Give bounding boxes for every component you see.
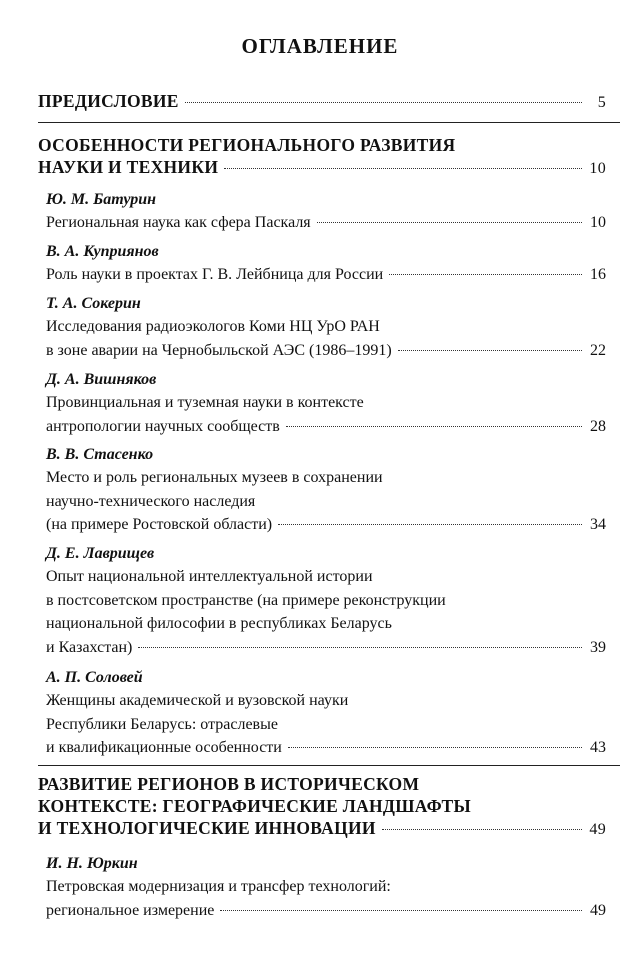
dot-leader — [317, 222, 582, 223]
entry-title-line: антропологии научных сообществ — [46, 417, 280, 435]
section-divider — [38, 122, 620, 123]
page-number: 39 — [590, 638, 606, 656]
page-number: 10 — [589, 160, 606, 177]
dot-leader — [220, 910, 582, 911]
entry-title-line: в постсоветском пространстве (на примере реконструкции — [46, 591, 446, 609]
entry-title-line: в зоне аварии на Чернобыльской АЭС (1986–1991) — [46, 341, 392, 359]
toc-entry[interactable] — [46, 368, 606, 438]
page-number: 5 — [597, 94, 606, 111]
toc-entry[interactable] — [46, 292, 606, 362]
dot-leader — [286, 426, 582, 427]
toc-entry[interactable] — [46, 240, 606, 287]
dot-leader — [389, 274, 582, 275]
toc-entry[interactable] — [46, 443, 606, 537]
toc-entry[interactable] — [46, 852, 606, 922]
entry-author: Ю. М. Батурин — [46, 191, 157, 208]
dot-leader — [398, 350, 582, 351]
entry-author: А. П. Соловей — [46, 669, 143, 686]
entry-author: В. В. Стасенко — [46, 446, 154, 463]
section-title-line: ОСОБЕННОСТИ РЕГИОНАЛЬНОГО РАЗВИТИЯ — [38, 135, 456, 155]
dot-leader — [138, 647, 582, 648]
dot-leader — [185, 102, 582, 103]
page-number: 34 — [590, 516, 606, 534]
entry-title-line: Исследования радиоэкологов Коми НЦ УрО РАН — [46, 318, 380, 336]
entry-title-line: Опыт национальной интеллектуальной истории — [46, 568, 373, 586]
section-divider — [38, 765, 620, 766]
entry-author: Д. А. Вишняков — [46, 371, 157, 388]
page-number: 49 — [590, 901, 606, 919]
entry-title-line: национальной философии в республиках Беларусь — [46, 615, 392, 633]
entry-author: И. Н. Юркин — [46, 855, 138, 872]
entry-title-line: региональное измерение — [46, 901, 215, 919]
entry-title-line: Региональная наука как сфера Паскаля — [46, 214, 311, 232]
entry-title-line: Роль науки в проектах Г. В. Лейбница для России — [46, 266, 384, 284]
toc-entry[interactable] — [46, 666, 606, 760]
entry-author: Д. Е. Лаврищев — [46, 545, 155, 562]
entry-title-line: Петровская модернизация и трансфер технологий: — [46, 878, 391, 896]
toc-preface[interactable] — [38, 90, 606, 114]
page-number: 43 — [590, 739, 606, 757]
entry-title-line: Провинциальная и туземная науки в контексте — [46, 394, 364, 412]
page-number: 22 — [590, 341, 606, 359]
entry-title-line: Женщины академической и вузовской науки — [46, 692, 349, 710]
section-title-line: НАУКИ И ТЕХНИКИ — [38, 157, 219, 177]
entry-author: Т. А. Сокерин — [46, 295, 141, 312]
entry-title-line: и Казахстан) — [46, 638, 133, 656]
entry-title-line: (на примере Ростовской области) — [46, 516, 273, 534]
toc-entry[interactable] — [46, 188, 606, 235]
page-number: 10 — [590, 214, 606, 232]
entry-author: В. А. Куприянов — [46, 243, 159, 260]
toc-section-1[interactable] — [38, 134, 606, 180]
dot-leader — [278, 524, 582, 525]
entry-title-line: Республики Беларусь: отраслевые — [46, 715, 278, 733]
dot-leader — [382, 829, 582, 830]
page-number: 28 — [590, 417, 606, 435]
section-title-line: И ТЕХНОЛОГИЧЕСКИЕ ИННОВАЦИИ — [38, 818, 376, 838]
toc-entry[interactable] — [46, 542, 606, 659]
dot-leader — [224, 168, 582, 169]
section-title-line: РАЗВИТИЕ РЕГИОНОВ В ИСТОРИЧЕСКОМ — [38, 774, 420, 794]
entry-title-line: научно-технического наследия — [46, 492, 256, 510]
entry-title-line: и квалификационные особенности — [46, 739, 282, 757]
page-title: ОГЛАВЛЕНИЕ — [241, 34, 399, 58]
page-number: 49 — [589, 821, 606, 838]
page-number: 16 — [590, 266, 606, 284]
toc-section-2[interactable] — [38, 773, 606, 841]
dot-leader — [288, 747, 582, 748]
entry-title-line: Место и роль региональных музеев в сохранении — [46, 469, 383, 487]
preface-title: ПРЕДИСЛОВИЕ — [38, 91, 179, 111]
section-title-line: КОНТЕКСТЕ: ГЕОГРАФИЧЕСКИЕ ЛАНДШАФТЫ — [38, 796, 471, 816]
